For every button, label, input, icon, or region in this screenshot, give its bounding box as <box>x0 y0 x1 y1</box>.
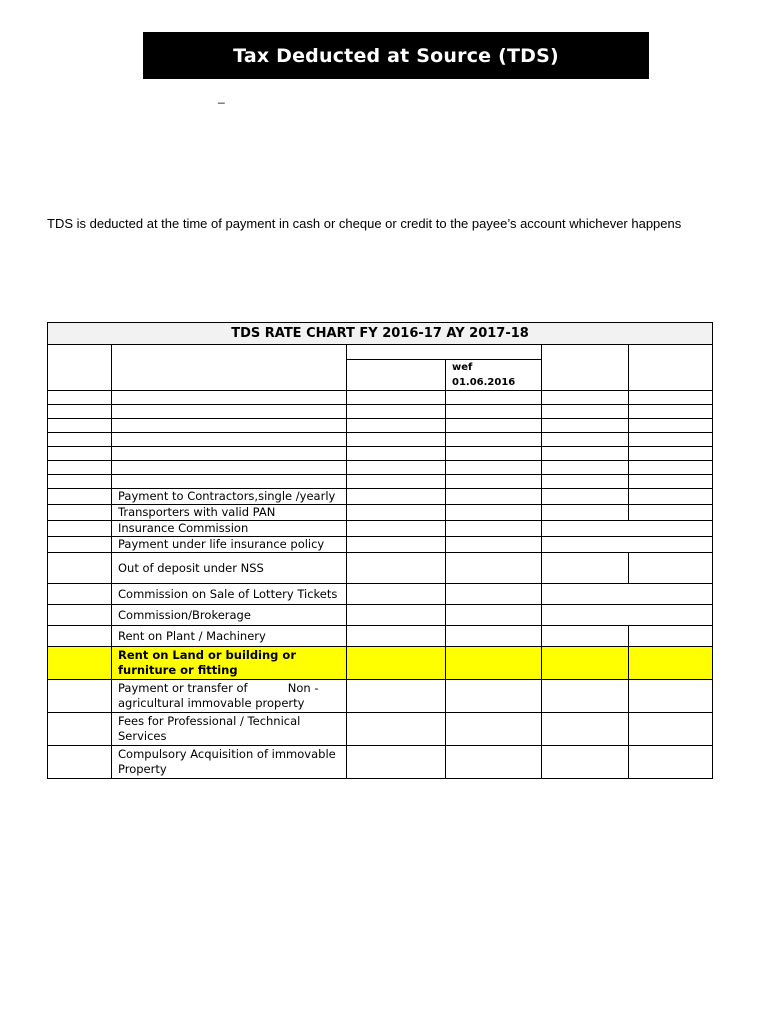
row-label: Out of deposit under NSS <box>112 553 347 584</box>
row-label: Commission on Sale of Lottery Tickets <box>112 584 347 605</box>
tds-rate-chart <box>47 322 713 779</box>
table-row <box>48 521 713 537</box>
row-label: Payment under life insurance policy <box>112 537 347 553</box>
row-label: Payment or transfer of Non - agricultural immovable property <box>112 680 347 713</box>
table-row <box>48 489 713 505</box>
stray-dash: _ <box>218 90 225 104</box>
table-row <box>48 626 713 647</box>
table-row <box>48 391 713 405</box>
table-row <box>48 447 713 461</box>
chart-caption: TDS RATE CHART FY 2016-17 AY 2017-18 <box>48 323 713 345</box>
intro-paragraph: TDS is deducted at the time of payment in cash or cheque or credit to the payee’s account whichever happens <box>47 216 682 231</box>
table-row <box>48 584 713 605</box>
wef-date: 01.06.2016 <box>452 377 516 388</box>
table-row <box>48 746 713 779</box>
row-label: Insurance Commission <box>112 521 347 537</box>
table-row <box>48 461 713 475</box>
row-label: Compulsory Acquisition of immovable Property <box>112 746 347 779</box>
table-row <box>48 405 713 419</box>
table-row <box>48 553 713 584</box>
row-label: Transporters with valid PAN <box>112 505 347 521</box>
wef-label: wef <box>452 362 473 373</box>
page-title: Tax Deducted at Source (TDS) <box>143 32 649 79</box>
table-row <box>48 433 713 447</box>
row-label: Payment to Contractors,single /yearly <box>112 489 347 505</box>
row-label: Rent on Land or building or furniture or fitting <box>112 647 347 680</box>
row-label: Fees for Professional / Technical Services <box>112 713 347 746</box>
table-row <box>48 537 713 553</box>
table-row <box>48 680 713 713</box>
table-row <box>48 475 713 489</box>
row-label: Rent on Plant / Machinery <box>112 626 347 647</box>
table-row <box>48 419 713 433</box>
table-row <box>48 505 713 521</box>
table-row-highlighted <box>48 647 713 680</box>
header-row <box>48 345 713 360</box>
table-row <box>48 605 713 626</box>
table-row <box>48 713 713 746</box>
row-label: Commission/Brokerage <box>112 605 347 626</box>
wef-cell <box>446 360 542 391</box>
